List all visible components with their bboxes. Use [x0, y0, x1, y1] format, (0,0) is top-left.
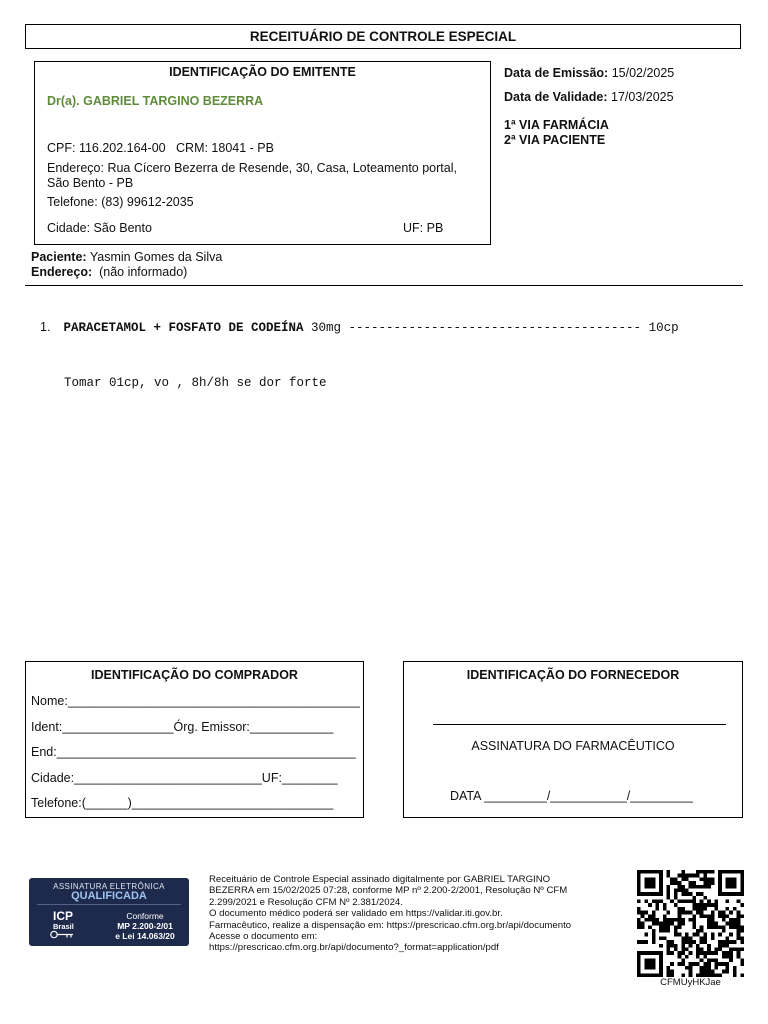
cpf-crm: CPF: 116.202.164-00 CRM: 18041 - PB [47, 141, 274, 155]
validation-line: 2.299/2021 e Resolução CFM Nº 2.381/2024. [209, 896, 403, 908]
city: Cidade: São Bento [47, 221, 152, 235]
badge-right-line2: MP 2.200-2/01 [117, 921, 173, 931]
copy-pharmacy: 1ª VIA FARMÁCIA [504, 118, 609, 132]
issue-date-value: 15/02/2025 [608, 66, 675, 80]
qr-code[interactable] [637, 870, 744, 977]
drug-dose: 30mg [303, 321, 341, 335]
emitter-section [34, 61, 491, 245]
copy-patient: 2ª VIA PACIENTE [504, 133, 606, 147]
supplier-section [403, 661, 743, 818]
phone: Telefone: (83) 99612-2035 [47, 195, 194, 209]
validation-line: BEZERRA em 15/02/2025 07:28, conforme MP nº 2.200-2/2001, Resolução Nº CFM [209, 885, 568, 897]
badge-qualified-text: QUALIFICADA [71, 890, 147, 902]
buyer-phone-line: Telefone:(______)_____________________________ [31, 796, 334, 810]
drug-instructions: Tomar 01cp, vo , 8h/8h se dor forte [64, 376, 327, 390]
validity-date-label: Data de Validade: [504, 90, 608, 104]
address-line-1: Endereço: Rua Cícero Bezerra de Resende, 30, Casa, Loteamento portal, [47, 161, 457, 175]
badge-right-line3: e Lei 14.063/20 [115, 931, 175, 941]
validation-line: https://prescricao.cfm.org.br/api/documento?_format=application/pdf [209, 942, 499, 954]
qualified-signature-badge [29, 878, 189, 946]
icp-logo-subtext: Brasil [53, 922, 74, 931]
validity-date-value: 17/03/2025 [607, 90, 674, 104]
patient-address-value: (não informado) [92, 265, 188, 279]
buyer-address-line: End:___________________________________________ [31, 745, 356, 759]
buyer-section [25, 661, 364, 818]
buyer-name-line: Nome:__________________________________________ [31, 694, 360, 708]
drug-name: PARACETAMOL + FOSFATO DE CODEÍNA [63, 321, 304, 335]
issue-date [504, 66, 674, 80]
drug-quantity: 10cp [648, 321, 679, 335]
patient-name [31, 250, 222, 264]
signature-line [433, 724, 726, 725]
key-icon [49, 930, 75, 939]
buyer-city-line: Cidade:___________________________UF:________ [31, 771, 338, 785]
buyer-section-title: IDENTIFICAÇÃO DO COMPRADOR [91, 668, 298, 682]
prescription-item [40, 292, 679, 404]
address-line-2: São Bento - PB [47, 176, 134, 190]
patient-name-label: Paciente: [31, 250, 87, 264]
badge-right-line1: Conforme [126, 911, 164, 921]
item-number: 1. [40, 320, 51, 334]
buyer-ident-line: Ident:________________Órg. Emissor:____________ [31, 720, 334, 734]
badge-separator [37, 904, 181, 905]
supplier-date-line: DATA _________/___________/_________ [450, 789, 693, 803]
validation-line: O documento médico poderá ser validado em https://validar.iti.gov.br. [209, 908, 503, 920]
validation-text [209, 874, 609, 954]
pharmacist-signature-label: ASSINATURA DO FARMACÊUTICO [471, 739, 675, 753]
issue-date-label: Data de Emissão: [504, 66, 609, 80]
patient-address [31, 265, 187, 279]
doctor-name: Dr(a). GABRIEL TARGINO BEZERRA [47, 94, 264, 108]
supplier-section-title: IDENTIFICAÇÃO DO FORNECEDOR [466, 668, 680, 682]
validity-date [504, 90, 674, 104]
badge-top-text: ASSINATURA ELETRÔNICA [53, 882, 165, 891]
validation-line: Receituário de Controle Especial assinado digitalmente por GABRIEL TARGINO [209, 874, 551, 885]
prescription-line [40, 320, 679, 335]
emitter-section-title: IDENTIFICAÇÃO DO EMITENTE [169, 65, 356, 79]
patient-name-value: Yasmin Gomes da Silva [86, 250, 223, 264]
validation-line: Acesse o documento em: [209, 931, 318, 943]
qr-code-label: CFMUyHKJae [660, 977, 721, 988]
form-title: RECEITUÁRIO DE CONTROLE ESPECIAL [25, 24, 741, 49]
validation-line: Farmacêutico, realize a dispensação em: https://prescricao.cfm.org.br/api/documento [209, 919, 572, 931]
divider [25, 285, 743, 286]
badge-compliance-text [107, 911, 183, 941]
patient-address-label: Endereço: [31, 265, 93, 279]
icp-logo-text: ICP [53, 909, 74, 923]
drug-dashes: --------------------------------------- [341, 321, 649, 335]
uf: UF: PB [403, 221, 444, 235]
icp-brasil-logo [49, 909, 91, 939]
